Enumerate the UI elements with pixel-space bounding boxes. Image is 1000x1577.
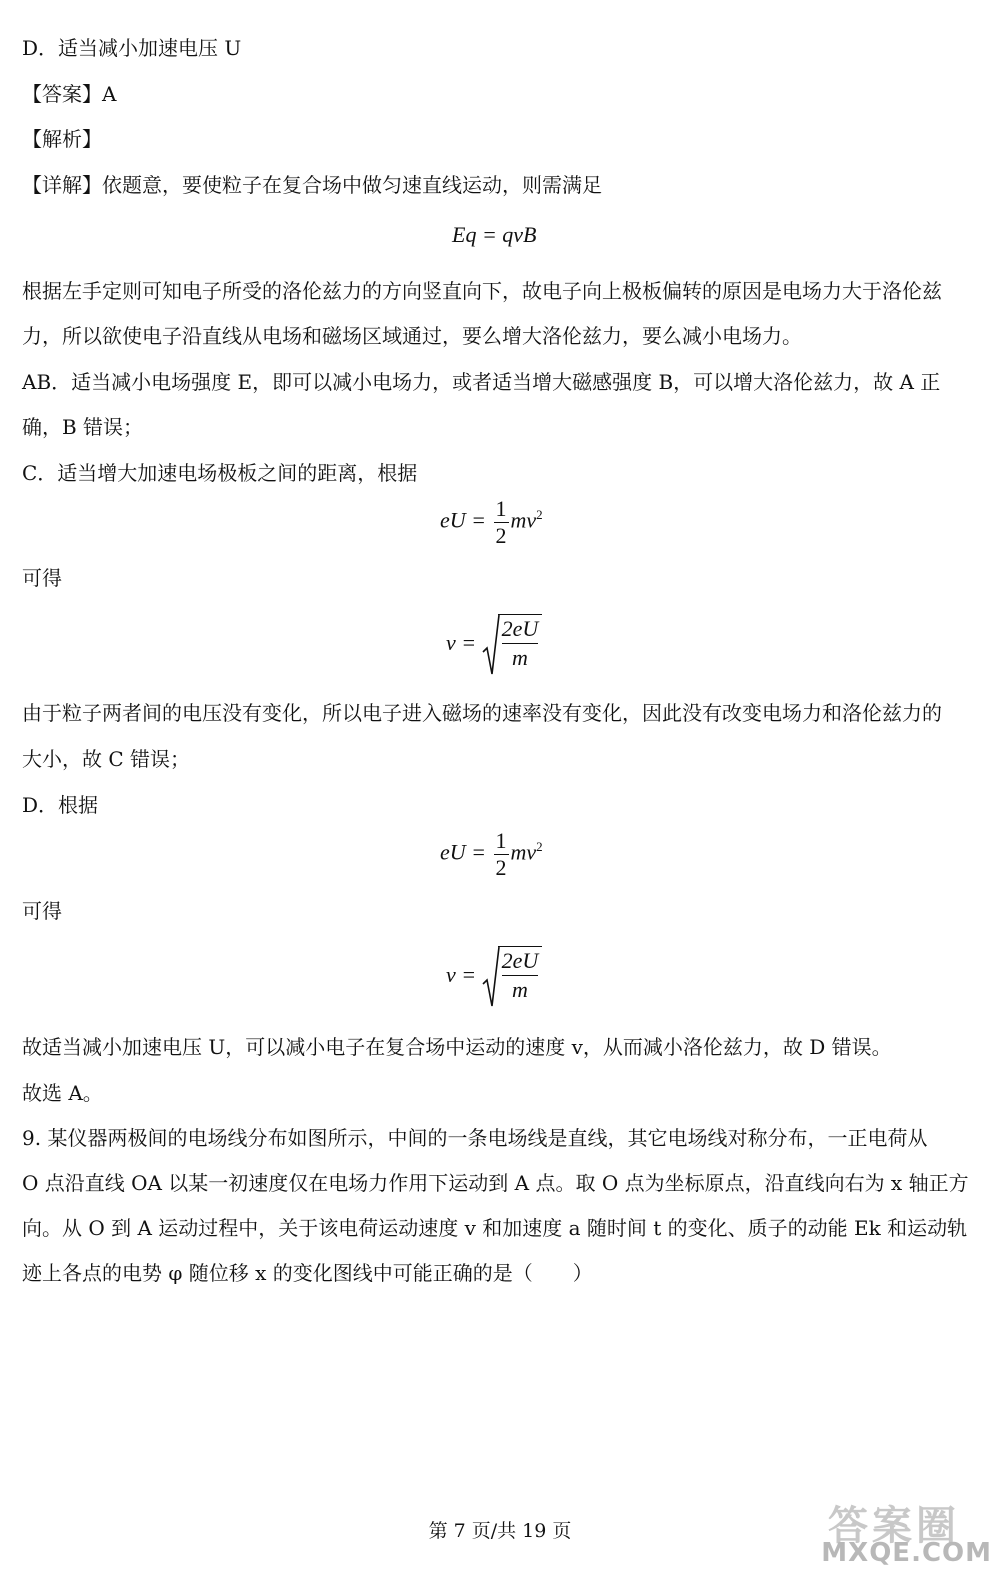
- paragraph-3: 故适当减小加速电压 U，可以减小电子在复合场中运动的速度 v，从而减小洛伦兹力，故 D 错误。: [22, 1035, 892, 1059]
- v-lhs: v =: [446, 630, 477, 655]
- question-9-line-c: 向。从 O 到 A 运动过程中，关于该电荷运动速度 v 和加速度 a 随时间 t 的变化、质子的动能 Ek 和运动轨: [22, 1216, 968, 1240]
- radicand: [498, 946, 543, 1004]
- eu-lhs: eU =: [440, 507, 486, 533]
- radicand-numerator: 2eU: [502, 947, 539, 976]
- watermark-logo-text: 答案圈: [828, 1503, 960, 1549]
- option-ab-line-a: AB．适当减小电场强度 E，即可以减小电场力，或者适当增大磁感强度 B，可以增大洛伦兹力，故 A 正: [22, 370, 941, 394]
- square-exponent: 2: [536, 507, 543, 523]
- paragraph-1a: 根据左手定则可知电子所受的洛伦兹力的方向竖直向下，故电子向上极板偏转的原因是电场力大于洛伦兹: [22, 279, 942, 303]
- square-root: [482, 946, 543, 1004]
- paragraph-2b: 大小，故 C 错误；: [22, 747, 191, 771]
- analysis-heading: 【解析】: [22, 127, 102, 151]
- equation-energy-1: [440, 496, 543, 549]
- equation-velocity-1: [446, 614, 542, 672]
- equation-velocity-2: [446, 946, 542, 1004]
- option-c-line: C．适当增大加速电场极板之间的距离，根据: [22, 461, 418, 485]
- conclusion-line: 故选 A。: [22, 1081, 103, 1105]
- v-lhs: v =: [446, 962, 477, 987]
- equation-eq-qvb: Eq = qvB: [452, 222, 537, 247]
- square-exponent: 2: [536, 839, 543, 855]
- fraction-denominator: 2: [495, 855, 507, 880]
- radical-sign-icon: [482, 614, 500, 676]
- answer-line: 【答案】A: [22, 82, 117, 106]
- fraction-numerator: 1: [495, 496, 507, 521]
- radicand-numerator: 2eU: [502, 615, 539, 644]
- watermark-url: MXQE.COM: [821, 1538, 992, 1568]
- fraction-half: [494, 496, 509, 549]
- square-root: [482, 614, 543, 672]
- kede-line-2: 可得: [22, 899, 62, 923]
- detail-line: 【详解】依题意，要使粒子在复合场中做匀速直线运动，则需满足: [22, 173, 602, 197]
- eu-lhs: eU =: [440, 839, 486, 865]
- paragraph-2a: 由于粒子两者间的电压没有变化，所以电子进入磁场的速率没有变化，因此没有改变电场力和洛伦兹力的: [22, 701, 942, 725]
- question-9-line-b: O 点沿直线 OA 以某一初速度仅在电场力作用下运动到 A 点。取 O 点为坐标原点，沿直线向右为 x 轴正方: [22, 1171, 969, 1195]
- question-9-line-a: 9. 某仪器两极间的电场线分布如图所示，中间的一条电场线是直线，其它电场线对称分布，一正电荷从: [22, 1126, 928, 1150]
- radicand-denominator: m: [512, 977, 528, 1002]
- option-d-line: D．适当减小加速电压 U: [22, 36, 242, 60]
- radicand-denominator: m: [512, 645, 528, 670]
- mv-term: mv: [510, 839, 537, 865]
- fraction-half: [494, 828, 509, 881]
- option-d-analysis-line: D．根据: [22, 793, 99, 817]
- kede-line-1: 可得: [22, 566, 62, 590]
- radical-sign-icon: [482, 946, 500, 1008]
- page-footer: 第 7 页/共 19 页: [428, 1520, 572, 1542]
- question-9-line-d: 迹上各点的电势 φ 随位移 x 的变化图线中可能正确的是（ ）: [22, 1261, 593, 1285]
- paragraph-1b: 力，所以欲使电子沿直线从电场和磁场区域通过，要么增大洛伦兹力，要么减小电场力。: [22, 324, 802, 348]
- fraction-numerator: 1: [495, 828, 507, 853]
- equation-energy-2: [440, 828, 543, 881]
- fraction-denominator: 2: [495, 523, 507, 548]
- option-ab-line-b: 确，B 错误；: [22, 415, 144, 439]
- radicand: [498, 614, 543, 672]
- mv-term: mv: [510, 507, 537, 533]
